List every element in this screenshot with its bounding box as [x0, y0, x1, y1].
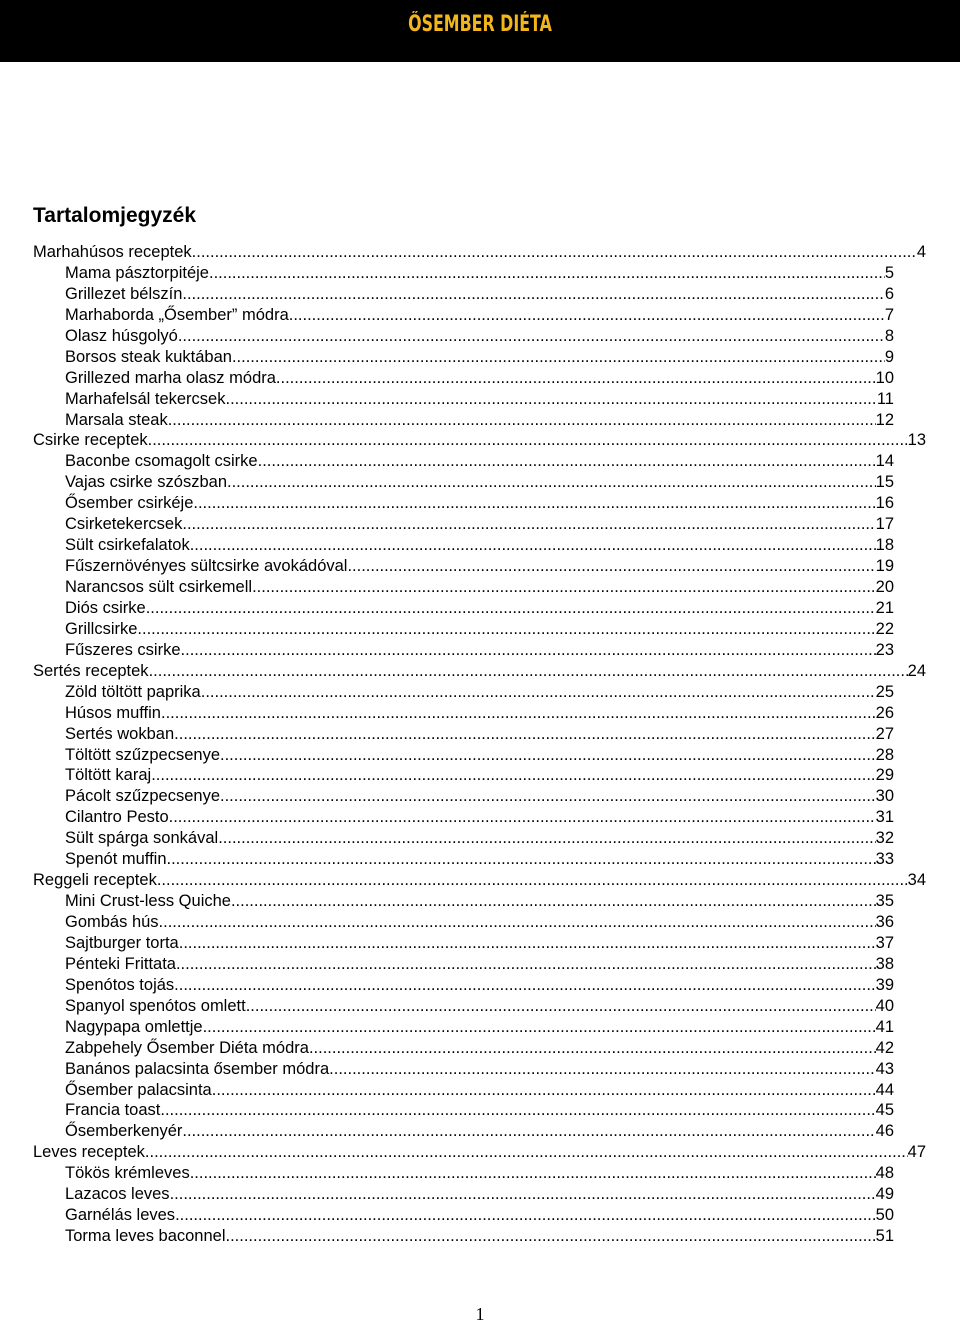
toc-subentry[interactable]	[33, 284, 894, 305]
toc-entry-label: Tökös krémleves	[65, 1164, 190, 1183]
toc-entry-page: 16	[875, 494, 894, 513]
toc-dot-leader	[190, 1163, 876, 1184]
toc-entry-page: 43	[875, 1059, 894, 1078]
toc-subentry[interactable]	[33, 912, 894, 933]
toc-entry-label: Ősemberkenyér	[65, 1122, 183, 1141]
toc-dot-leader	[157, 870, 908, 891]
toc-dot-leader	[309, 1038, 876, 1059]
toc-entry-page: 32	[875, 829, 894, 848]
toc-entry-label: Pácolt szűzpecsenye	[65, 787, 221, 806]
toc-entry-page: 30	[875, 787, 894, 806]
toc-entry-label: Spenót muffin	[65, 850, 167, 869]
toc-subentry[interactable]	[33, 724, 894, 745]
toc-subentry[interactable]	[33, 577, 894, 598]
toc-entry-label: Pénteki Frittata	[65, 954, 176, 973]
brand-logo: ŐSEMBER DIÉTA	[408, 12, 552, 37]
toc-dot-leader	[192, 242, 917, 263]
toc-dot-leader	[329, 1059, 875, 1080]
toc-entry-page: 33	[875, 850, 894, 869]
toc-entry-label: Torma leves baconnel	[65, 1227, 226, 1246]
toc-entry-page: 40	[875, 996, 894, 1015]
toc-subentry[interactable]	[33, 535, 894, 556]
toc-entry-page: 11	[876, 389, 894, 408]
toc-subentry[interactable]	[33, 347, 894, 368]
toc-dot-leader	[145, 1142, 908, 1163]
toc-entry-page: 21	[875, 598, 894, 617]
toc-entry-label: Zöld töltött paprika	[65, 682, 201, 701]
toc-dot-leader	[160, 1100, 875, 1121]
toc-entry-label: Reggeli receptek	[33, 871, 157, 890]
toc-entry-page: 41	[875, 1017, 894, 1036]
toc-entry-page: 47	[907, 1143, 926, 1162]
toc-entry-page: 45	[875, 1101, 894, 1120]
toc-dot-leader	[146, 598, 876, 619]
toc-entry-label: Húsos muffin	[65, 703, 161, 722]
toc-entry-label: Csirketekercsek	[65, 515, 183, 534]
toc-entry-label: Grillcsirke	[65, 619, 138, 638]
toc-subentry[interactable]	[33, 1100, 894, 1121]
toc-dot-leader	[175, 1205, 876, 1226]
toc-entry-label: Zabpehely Ősember Diéta módra	[65, 1038, 309, 1057]
toc-entry-page: 20	[875, 578, 894, 596]
toc-subentry[interactable]	[33, 1184, 894, 1205]
toc-entry-page: 50	[875, 1206, 894, 1225]
toc-entry-page: 13	[907, 431, 926, 450]
toc-entry-page: 46	[875, 1122, 894, 1141]
toc-dot-leader	[167, 849, 876, 870]
toc-subentry[interactable]	[33, 326, 894, 347]
page-number: 1	[475, 1304, 485, 1324]
toc-entry-label: Francia toast	[65, 1101, 161, 1120]
toc-subentry[interactable]	[33, 514, 894, 535]
toc-dot-leader	[178, 326, 885, 347]
toc-entry-page: 44	[875, 1080, 894, 1099]
toc-dot-leader	[169, 807, 876, 828]
toc-dot-leader	[231, 891, 876, 912]
toc-dot-leader	[170, 1184, 876, 1205]
toc-dot-leader	[190, 535, 876, 556]
toc-subentry[interactable]	[33, 472, 894, 493]
toc-entry-label: Cilantro Pesto	[65, 808, 169, 827]
toc-entry-label: Mama pásztorpitéje	[65, 263, 209, 282]
toc-subentry[interactable]	[33, 786, 894, 807]
toc-entry-page: 7	[884, 305, 894, 324]
toc-entry-label: Vajas csirke szószban	[65, 473, 228, 492]
toc-subentry[interactable]	[33, 556, 894, 577]
toc-entry-page: 51	[875, 1227, 894, 1246]
toc-entry-page: 22	[875, 619, 894, 638]
toc-entry-label: Nagypapa omlettje	[65, 1017, 203, 1036]
toc-entry-label: Ősember csirkéje	[65, 494, 194, 513]
toc-entry-page: 23	[875, 640, 894, 659]
toc-dot-leader	[148, 430, 908, 451]
toc-entry-page: 8	[884, 326, 894, 345]
toc-dot-leader	[182, 284, 884, 305]
table-of-contents	[33, 242, 926, 1247]
header-bar	[0, 0, 960, 62]
toc-dot-leader	[227, 472, 876, 493]
toc-entry-label: Marsala steak	[65, 410, 168, 429]
toc-dot-leader	[203, 1017, 876, 1038]
toc-subentry[interactable]	[33, 1017, 894, 1038]
toc-entry-page: 34	[907, 871, 926, 890]
toc-entry-label: Olasz húsgolyó	[65, 326, 178, 345]
toc-dot-leader	[212, 1080, 876, 1101]
toc-subentry[interactable]	[33, 891, 894, 912]
toc-subentry[interactable]	[33, 263, 894, 284]
toc-subentry[interactable]	[33, 828, 894, 849]
toc-entry-label: Baconbe csomagolt csirke	[65, 452, 258, 471]
toc-entry-label: Marhaborda „Ősember” módra	[65, 305, 289, 324]
toc-entry-page: 15	[875, 473, 894, 492]
toc-subentry[interactable]	[33, 682, 894, 703]
toc-entry-page: 10	[875, 368, 894, 387]
toc-entry-label: Narancsos sült csirkemell	[65, 578, 253, 596]
toc-subentry[interactable]	[33, 368, 894, 389]
toc-dot-leader	[174, 975, 875, 996]
toc-dot-leader	[179, 933, 876, 954]
toc-entry-page: 5	[884, 263, 894, 282]
toc-entry-page: 4	[916, 243, 926, 261]
toc-dot-leader	[174, 724, 875, 745]
toc-entry-page: 31	[875, 808, 894, 827]
toc-dot-leader	[182, 1121, 875, 1142]
toc-entry-label: Sajtburger torta	[65, 933, 179, 952]
toc-subentry[interactable]	[33, 703, 894, 724]
toc-entry-page: 26	[875, 703, 894, 722]
toc-entry-label: Spanyol spenótos omlett	[65, 996, 246, 1015]
toc-entry-page: 49	[875, 1185, 894, 1204]
toc-dot-leader	[258, 451, 876, 472]
toc-subentry[interactable]	[33, 1205, 894, 1226]
toc-entry-page: 48	[875, 1164, 894, 1183]
toc-subentry[interactable]	[33, 305, 894, 326]
toc-entry-page: 37	[875, 933, 894, 952]
toc-dot-leader	[220, 745, 876, 766]
toc-dot-leader	[161, 703, 876, 724]
toc-entry-page: 42	[875, 1038, 894, 1057]
toc-entry-page: 17	[875, 515, 894, 534]
toc-entry-page: 36	[875, 913, 894, 931]
toc-entry-page: 9	[884, 347, 894, 366]
toc-entry-label: Sertés receptek	[33, 661, 149, 680]
toc-subentry[interactable]	[33, 933, 894, 954]
toc-entry-label: Leves receptek	[33, 1143, 145, 1162]
toc-entry-label: Fűszeres csirke	[65, 640, 181, 659]
toc-dot-leader	[252, 577, 876, 598]
toc-entry-label: Garnélás leves	[65, 1206, 176, 1225]
toc-dot-leader	[137, 619, 875, 640]
toc-dot-leader	[149, 661, 908, 682]
toc-entry-page: 27	[875, 724, 894, 743]
toc-dot-leader	[276, 368, 876, 389]
toc-dot-leader	[209, 263, 885, 284]
toc-dot-leader	[168, 410, 876, 431]
toc-subentry[interactable]	[33, 619, 894, 640]
toc-dot-leader	[159, 912, 876, 933]
toc-dot-leader	[347, 556, 875, 577]
toc-entry-label: Ősember palacsinta	[65, 1080, 212, 1099]
toc-section-entry[interactable]	[33, 870, 926, 891]
toc-entry-label: Marhahúsos receptek	[33, 243, 192, 261]
toc-entry-label: Marhafelsál tekercsek	[65, 389, 226, 408]
toc-entry-label: Grillezet bélszín	[65, 284, 183, 303]
toc-subentry[interactable]	[33, 765, 894, 786]
toc-entry-page: 29	[875, 766, 894, 785]
toc-entry-page: 35	[875, 892, 894, 911]
toc-entry-page: 39	[875, 975, 894, 994]
page-title: Tartalomjegyzék	[33, 204, 197, 227]
toc-entry-page: 38	[875, 954, 894, 973]
toc-entry-page: 19	[875, 557, 894, 576]
toc-dot-leader	[176, 954, 876, 975]
toc-subentry[interactable]	[33, 493, 894, 514]
toc-dot-leader	[193, 493, 875, 514]
toc-entry-label: Csirke receptek	[33, 431, 148, 450]
toc-entry-label: Grillezed marha olasz módra	[65, 368, 276, 387]
toc-entry-label: Sertés wokban	[65, 724, 175, 743]
toc-subentry[interactable]	[33, 410, 894, 431]
toc-dot-leader	[246, 996, 876, 1017]
toc-dot-leader	[201, 682, 876, 703]
toc-entry-label: Töltött karaj	[65, 766, 152, 785]
toc-subentry[interactable]	[33, 389, 894, 410]
toc-entry-page: 25	[875, 682, 894, 701]
toc-section-entry[interactable]	[33, 430, 926, 451]
toc-subentry[interactable]	[33, 1163, 894, 1184]
toc-subentry[interactable]	[33, 996, 894, 1017]
toc-subentry[interactable]	[33, 975, 894, 996]
toc-dot-leader	[232, 347, 885, 368]
toc-entry-label: Banános palacsinta ősember módra	[65, 1059, 330, 1078]
toc-entry-page: 6	[884, 284, 894, 303]
toc-dot-leader	[151, 765, 875, 786]
toc-dot-leader	[218, 828, 875, 849]
toc-entry-page: 14	[875, 452, 894, 471]
toc-dot-leader	[225, 389, 876, 410]
toc-entry-label: Fűszernövényes sültcsirke avokádóval	[65, 557, 348, 576]
toc-subentry[interactable]	[33, 640, 894, 661]
toc-entry-page: 28	[875, 745, 894, 764]
toc-entry-page: 24	[907, 661, 926, 680]
toc-dot-leader	[182, 514, 875, 535]
toc-entry-page: 12	[875, 410, 894, 429]
toc-entry-label: Lazacos leves	[65, 1185, 170, 1204]
toc-subentry[interactable]	[33, 451, 894, 472]
toc-dot-leader	[220, 786, 876, 807]
toc-subentry[interactable]	[33, 598, 894, 619]
toc-subentry[interactable]	[33, 1080, 894, 1101]
toc-entry-label: Spenótos tojás	[65, 975, 175, 994]
toc-subentry[interactable]	[33, 1038, 894, 1059]
toc-subentry[interactable]	[33, 1059, 894, 1080]
toc-dot-leader	[289, 305, 885, 326]
toc-dot-leader	[181, 640, 876, 661]
toc-subentry[interactable]	[33, 954, 894, 975]
toc-entry-label: Sült spárga sonkával	[65, 829, 219, 848]
toc-entry-label: Töltött szűzpecsenye	[65, 745, 220, 764]
toc-section-entry[interactable]	[33, 1142, 926, 1163]
toc-section-entry[interactable]	[33, 242, 926, 263]
toc-subentry[interactable]	[33, 745, 894, 766]
toc-subentry[interactable]	[33, 1121, 894, 1142]
toc-subentry[interactable]	[33, 807, 894, 828]
toc-entry-label: Borsos steak kuktában	[65, 347, 232, 366]
toc-entry-page: 18	[875, 536, 894, 555]
toc-subentry[interactable]	[33, 849, 894, 870]
toc-section-entry[interactable]	[33, 661, 926, 682]
toc-entry-label: Diós csirke	[65, 598, 146, 617]
toc-subentry[interactable]	[33, 1226, 894, 1247]
toc-entry-label: Mini Crust-less Quiche	[65, 892, 231, 911]
toc-dot-leader	[226, 1226, 876, 1247]
toc-entry-label: Gombás hús	[65, 913, 159, 931]
toc-entry-label: Sült csirkefalatok	[65, 536, 190, 555]
